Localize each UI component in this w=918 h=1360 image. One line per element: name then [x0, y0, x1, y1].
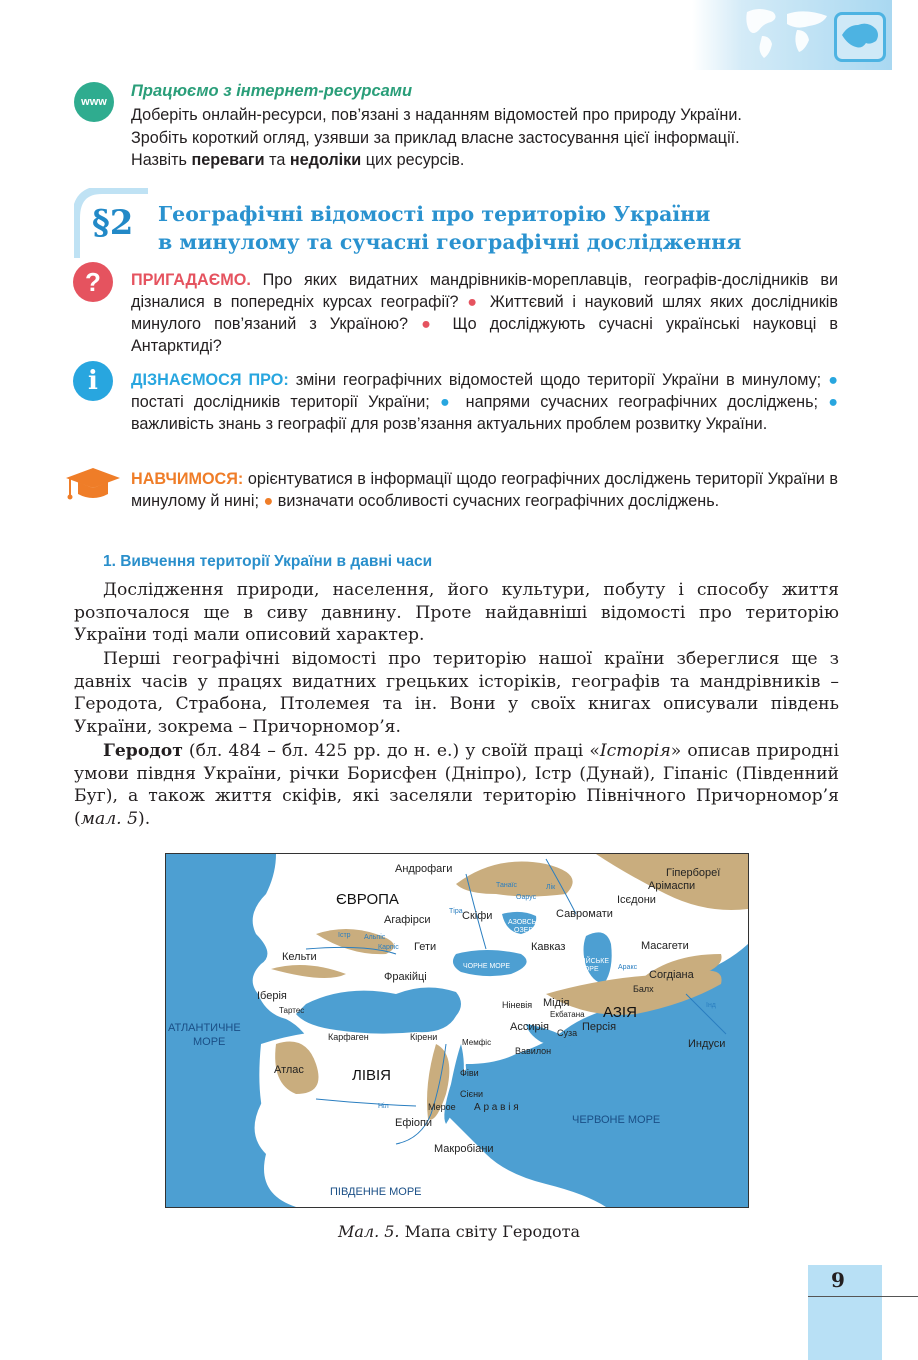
skills-block: НАВЧИМОСЯ: орієнтуватися в інформації щодо географічних досліджень території України в минулому й нині; ● визначати особливості сучасних географічних досліджень.	[131, 470, 838, 510]
map-label-atlantic-2: МОРЕ	[193, 1036, 226, 1048]
map-place: Вавилон	[515, 1046, 552, 1056]
bullet-icon: ●	[263, 492, 274, 510]
map-place: Тартес	[279, 1006, 305, 1015]
page-number: 9	[831, 1268, 845, 1292]
map-place: Ассирія	[510, 1021, 549, 1033]
map-place: Андрофаги	[395, 863, 453, 875]
recall-block: ПРИГАДАЄМО. Про яких видатних мандрівників-мореплавців, географів-дослідників ви дізналися в попередніх курсах географії? ● Життєвий і науковий шлях яких дослідників минулого пов’язаний з Україною? ● Що досліджують сучасні українські науковці в Антарктиді?	[131, 271, 838, 355]
map-place: Агафірси	[384, 914, 431, 926]
map-place: Фракійці	[384, 971, 427, 983]
map-river: Ніл	[378, 1103, 389, 1110]
page-number-line	[808, 1296, 918, 1297]
map-place: Фіви	[460, 1068, 479, 1078]
subheading: 1. Вивчення території України в давні часи	[103, 553, 433, 570]
section-title: Географічні відомості про територію України в минулому та сучасні географічні дослідження	[158, 202, 742, 254]
info-icon: i	[73, 361, 113, 401]
skills-label: НАВЧИМОСЯ:	[131, 470, 244, 488]
map-place: Кельти	[282, 951, 317, 963]
herodotus-map	[165, 853, 749, 1208]
graduation-cap-icon	[62, 466, 124, 504]
map-place: Атлас	[274, 1064, 304, 1076]
map-place: Карфаген	[328, 1032, 369, 1042]
map-place: Екбатана	[550, 1010, 585, 1019]
map-place: Кавказ	[531, 941, 566, 953]
www-icon: www	[74, 82, 114, 122]
map-place: Скіфи	[462, 910, 493, 922]
internet-line-3: Назвіть переваги та недоліки цих ресурсів.	[131, 151, 465, 169]
bullet-icon: ●	[439, 393, 456, 411]
map-place: Гіпербореї	[666, 867, 721, 879]
map-place: Индуси	[688, 1038, 726, 1050]
bullet-icon: ●	[467, 293, 482, 311]
map-label-libya: ЛІВІЯ	[352, 1067, 392, 1084]
paragraph-2: Перші географічні відомості про територію нашої країни збереглися ще з давніх часів у працях видатних грецьких історіків, географів та мандрівників – Геродота, Страбона, Птолемея та ін. Вони у своїх книгах описували південь України, зокрема – Причорномор’я.	[74, 649, 839, 737]
map-place: Кірени	[410, 1032, 438, 1042]
map-place: Арімаспи	[648, 880, 696, 892]
map-river: Тіра	[449, 908, 463, 915]
map-river: Оарус	[516, 894, 537, 901]
map-label-azov-2: ОЗЕРО	[514, 927, 539, 934]
map-place: А р а в і я	[474, 1102, 519, 1113]
map-place: Балх	[633, 984, 654, 994]
map-place: Ефіопи	[395, 1117, 433, 1129]
map-place: Савромати	[556, 908, 613, 920]
map-river: Альпіс	[364, 934, 386, 941]
map-river: Карпіс	[378, 944, 399, 951]
paragraph-3: Геродот (бл. 484 – бл. 425 рр. до н. е.) у своїй праці «Історія» описав природні умови півдня України, річки Борисфен (Дніпро), Істр (Дунай), Гіпаніс (Південний Буг), а також життя скіфів, які заселяли територію Північного Причорномор’я (мал. 5).	[74, 741, 839, 829]
section-number: §2	[92, 203, 134, 243]
map-label-europe: ЄВРОПА	[336, 891, 399, 908]
map-place: Персія	[582, 1021, 617, 1033]
map-river: Лік	[546, 884, 556, 891]
map-label-south-sea: ПІВДЕННЕ МОРЕ	[330, 1186, 422, 1198]
map-place: Іберія	[257, 990, 287, 1002]
recall-label: ПРИГАДАЄМО.	[131, 271, 251, 289]
map-river: Інд	[706, 1002, 716, 1009]
map-river: Істр	[338, 932, 351, 939]
learn-about-block: ДІЗНАЄМОСЯ ПРО: зміни географічних відомостей щодо території України в минулому; ● постаті дослідників території України; ● напрями сучасних географічних досліджень; ● важливість знань з географії для розв’язання актуальних проблем розвитку України.	[131, 371, 838, 433]
map-place: Мерое	[428, 1102, 456, 1112]
internet-title: Працюємо з інтернет-ресурсами	[131, 82, 413, 100]
map-place: Суза	[557, 1028, 578, 1038]
map-label-red-sea: ЧЕРВОНЕ МОРЕ	[572, 1114, 661, 1126]
learn-about-label: ДІЗНАЄМОСЯ ПРО:	[131, 371, 289, 389]
map-place: Мемфіс	[462, 1038, 492, 1047]
map-label-caspian-2: МОРЕ	[578, 966, 599, 973]
map-label-azov-1: АЗОВСЬКЕ	[508, 919, 546, 926]
figure-caption: Мал. 5. Мапа світу Геродота	[337, 1222, 581, 1241]
map-label-black-sea: ЧОРНЕ МОРЕ	[463, 963, 511, 970]
bullet-icon: ●	[828, 371, 838, 389]
map-place: Масагети	[641, 940, 689, 952]
internet-line-2: Зробіть короткий огляд, узявши за приклад власне застосування цієї інформації.	[131, 128, 740, 147]
map-label-caspian-1: КАСПІЙСЬКЕ	[565, 958, 610, 965]
map-place: Макробіани	[434, 1143, 494, 1155]
paragraph-1: Дослідження природи, населення, його культури, побуту і способу життя розпочалося ще в сиву давнину. Проте найдавніші відомості про територію України тоді мали описовий характер.	[74, 580, 839, 646]
map-place: Ніневія	[502, 1000, 533, 1010]
map-label-asia: АЗІЯ	[603, 1004, 637, 1021]
map-place: Сієни	[460, 1089, 484, 1099]
map-river: Аракс	[618, 964, 638, 971]
map-place: Гети	[414, 941, 437, 953]
bullet-icon: ●	[421, 315, 440, 333]
map-place: Мідія	[543, 997, 570, 1009]
map-place: Ісєдони	[617, 894, 656, 906]
map-river: Танаїс	[496, 882, 518, 889]
ukraine-map-icon	[834, 12, 886, 62]
internet-line-1: Доберіть онлайн-ресурси, пов’язані з наданням відомостей про природу України.	[131, 106, 742, 124]
bullet-icon: ●	[828, 393, 838, 411]
internet-text	[131, 104, 851, 172]
question-icon: ?	[73, 262, 113, 302]
map-place: Согдіана	[649, 969, 694, 981]
map-label-atlantic-1: АТЛАНТИЧНЕ	[168, 1022, 241, 1034]
